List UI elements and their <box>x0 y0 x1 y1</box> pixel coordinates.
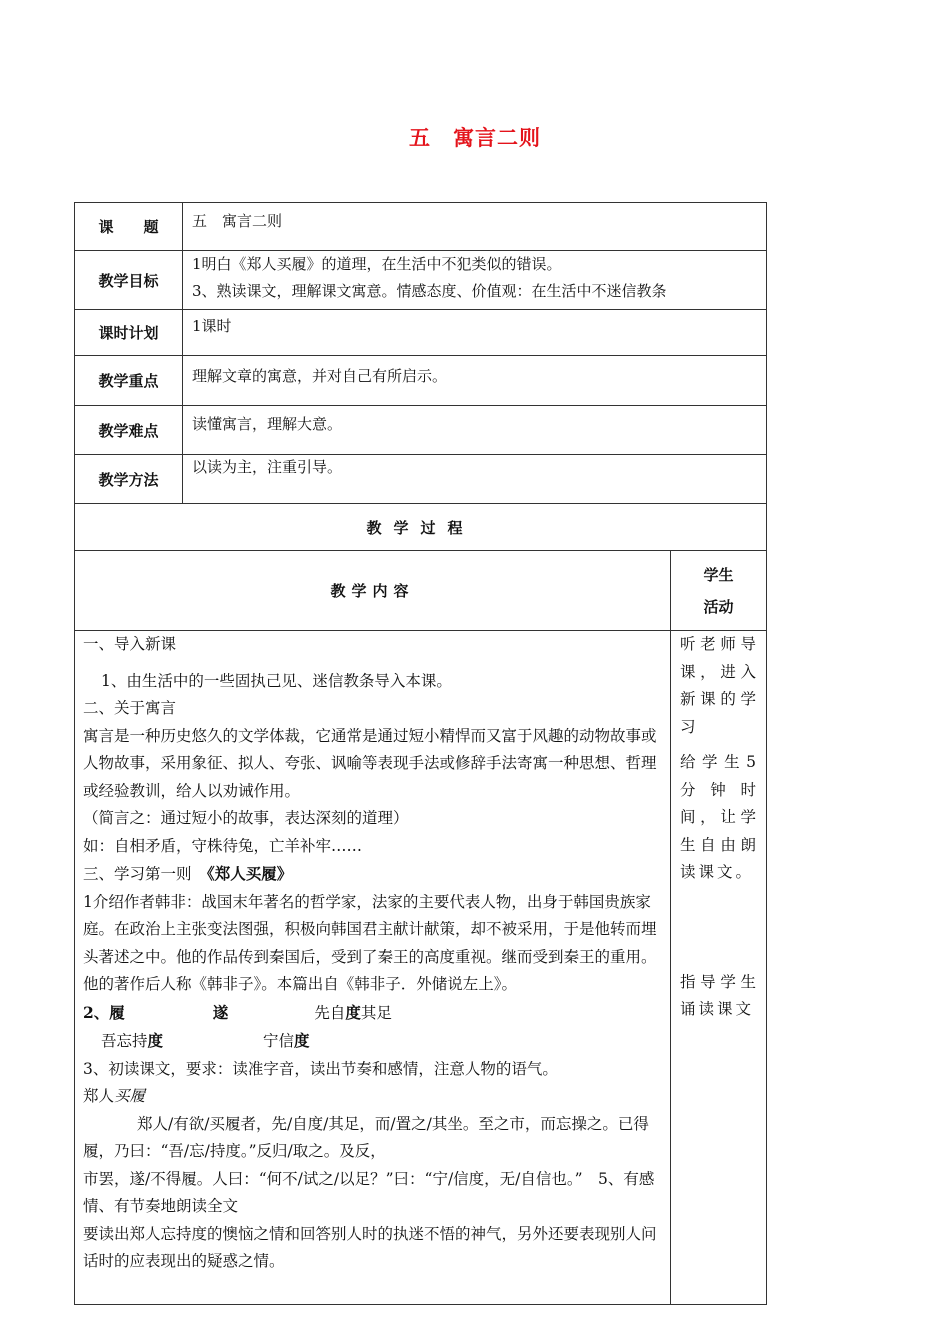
content-study-label: 三、学习第一则 <box>83 865 208 883</box>
activity-3: 指导学生诵读课文 <box>680 972 760 1018</box>
content-study-title: 《郑人买履》 <box>207 864 293 883</box>
value-topic: 五 寓言二则 <box>183 203 767 251</box>
row-process-header <box>75 504 767 551</box>
row-method <box>75 455 767 504</box>
content-fable-definition: 寓言是一种历史悠久的文学体裁，它通常是通过短小精悍而又富于风趣的动物故事或人物故事，采用象征、拟人、夸张、讽喻等表现手法或修辞手法寄寓一种思想、哲理或经验教训，给人以劝诫作用。 <box>83 726 657 800</box>
content-study-heading <box>83 860 666 889</box>
activity-header-line2: 活动 <box>703 597 734 616</box>
content-text-body-1 <box>83 1111 666 1166</box>
text-title-a: 郑人 <box>83 1087 115 1105</box>
text-body-1: 郑人/有欲/买履者，先/自度/其足，而/置之/其坐。至之市，而忘操之。已得履，乃曰：“吾/忘/持度。”反归/取之。及反， <box>83 1114 649 1160</box>
content-intro-text: 1、由生活中的一些固执己见、迷信教条导入本课。 <box>101 671 452 690</box>
label-keypoint: 教学重点 <box>75 356 183 406</box>
content-vocab-line1 <box>83 999 666 1028</box>
value-keypoint: 理解文章的寓意，并对自己有所启示。 <box>183 356 767 406</box>
title-text: 寓言二则 <box>453 126 541 150</box>
student-activities <box>671 631 767 1305</box>
vocab-du-1: 度 <box>345 1002 361 1022</box>
value-method: 以读为主，注重引导。 <box>183 455 767 504</box>
process-header: 教学过程 <box>75 504 767 551</box>
activity-2: 给学生5分钟时间，让学生自由朗读课文。 <box>680 753 760 881</box>
vocab-wuwangchi: 吾忘持 <box>101 1032 148 1050</box>
label-difficulty: 教学难点 <box>75 406 183 455</box>
row-schedule <box>75 310 767 356</box>
page-title <box>0 122 950 152</box>
title-number: 五 <box>409 126 431 150</box>
vocab-lu: 2、履 <box>83 1002 125 1022</box>
content-reading-guide: 要读出郑人忘持度的懊恼之情和回答别人时的执迷不悟的神气，另外还要表现别人问话时的应表现出的疑惑之情。 <box>83 1224 657 1270</box>
content-author-intro: 1介绍作者韩非：战国末年著名的哲学家，法家的主要代表人物，出身于韩国贵族家庭。在政治上主张变法图强，积极向韩国君主献计献策，却不被采用，于是他转而埋头著述之中。他的作品传到秦国后，受到了秦王的高度重视。继而受到秦王的重用。他的著作后人称《韩非子》。本篇出自《韩非子．外储说左上》。 <box>83 892 657 993</box>
value-schedule: 1课时 <box>183 310 767 356</box>
vocab-xianzi: 先自 <box>314 1003 346 1022</box>
vocab-ningxin: 宁信 <box>263 1032 295 1050</box>
row-keypoint <box>75 356 767 406</box>
label-schedule: 课时计划 <box>75 310 183 356</box>
content-first-reading: 3、初读课文，要求：读准字音，读出节奏和感情，注意人物的语气。 <box>83 1059 558 1078</box>
vocab-du-2: 度 <box>147 1031 164 1050</box>
content-text-body-2: 市罢，遂/不得履。人曰：“何不/试之/以足？”曰：“宁/信度，无/自信也。” 5、有感情、有节奏地朗读全文 <box>83 1169 655 1215</box>
row-goals <box>75 251 767 310</box>
vocab-du-3: 度 <box>294 1031 310 1050</box>
label-topic: 课 题 <box>75 203 183 251</box>
value-goals <box>183 251 767 310</box>
value-difficulty: 读懂寓言，理解大意。 <box>183 406 767 455</box>
text-title-b: 买履 <box>114 1087 146 1105</box>
row-difficulty <box>75 406 767 455</box>
lesson-plan-table <box>74 202 767 1305</box>
content-vocab-line2 <box>83 1027 666 1056</box>
activity-header-line1: 学生 <box>703 565 734 584</box>
content-fable-examples: 如：自相矛盾，守株待兔，亡羊补牢…… <box>83 836 363 855</box>
activity-header <box>671 551 767 631</box>
row-column-headers <box>75 551 767 631</box>
content-fable-heading: 二、关于寓言 <box>83 699 177 717</box>
goal-1: 1明白《郑人买履》的道理，在生活中不犯类似的错误。 <box>192 255 562 273</box>
activity-1: 听老师导课，进入新课的学习 <box>680 635 760 736</box>
goal-3: 3、熟读课文，理解课文寓意。情感态度、价值观：在生活中不迷信教条 <box>192 282 667 300</box>
content-text-title <box>83 1083 666 1111</box>
content-intro-heading: 一、导入新课 <box>83 635 177 653</box>
content-header: 教学内容 <box>75 551 671 631</box>
row-process-body <box>75 631 767 1305</box>
row-topic <box>75 203 767 251</box>
vocab-qizu: 其足 <box>360 1003 392 1022</box>
content-fable-summary: （简言之：通过短小的故事，表达深刻的道理） <box>83 809 409 827</box>
label-method: 教学方法 <box>75 455 183 504</box>
teaching-content <box>75 631 671 1305</box>
label-goals: 教学目标 <box>75 251 183 310</box>
vocab-sui: 遂 <box>212 1002 229 1022</box>
